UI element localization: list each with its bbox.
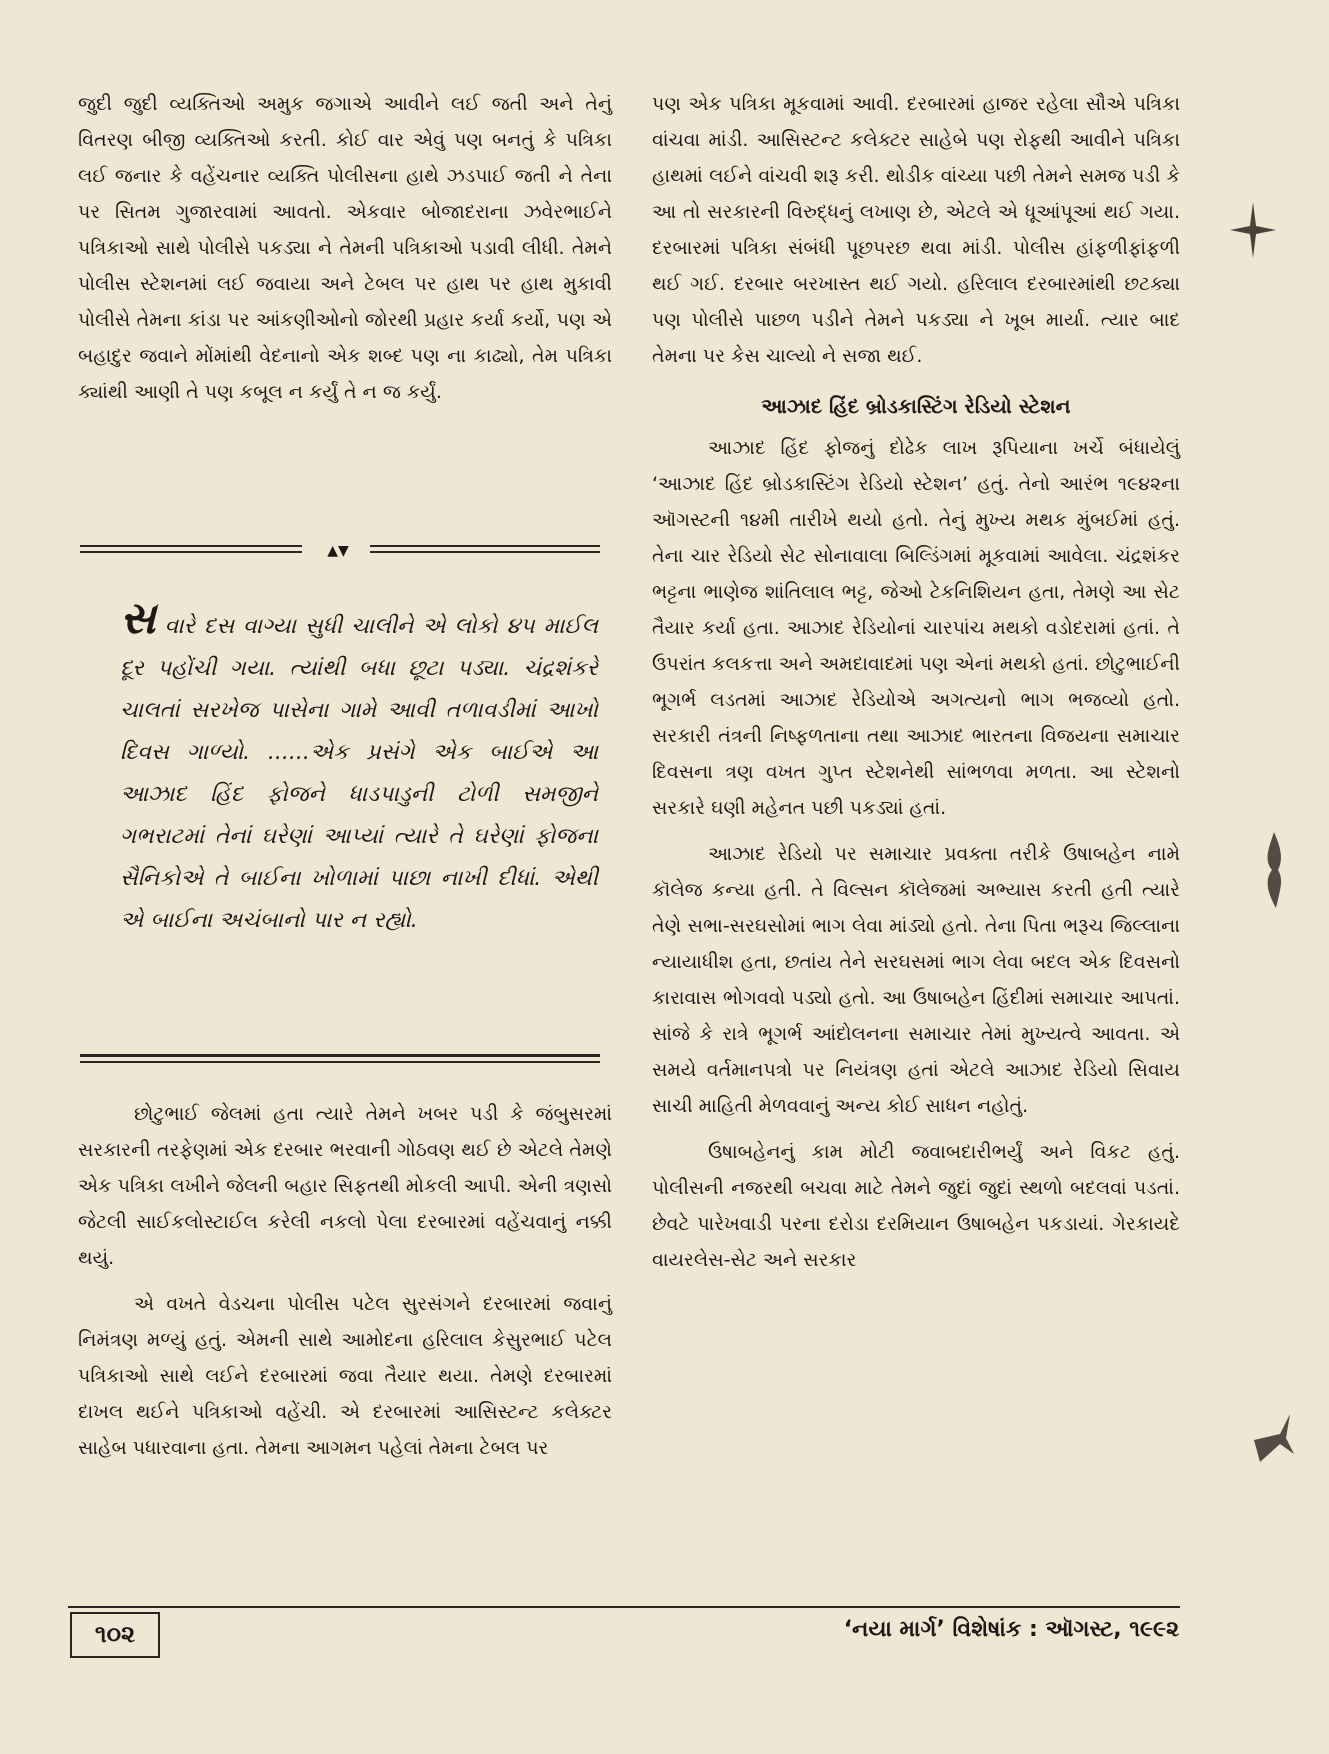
divider-line-right: [370, 545, 600, 553]
pull-quote-text: [120, 593, 598, 942]
right-paragraph-2: આઝાદ હિંદ ફોજનું દોઢેક લાખ રૂપિયાના ખર્ચે બંધાયેલું ‘આઝાદ હિંદ બ્રોડકાસ્ટિંગ રેડિયો સ્ટેશન’ હતું. તેનો આરંભ ૧૯૪૨ના ઑગસ્ટની ૧૪મી તારીખે થયો હતો. તેનું મુખ્ય મથક મુંબઈમાં હતું. તેના ચાર રેડિયો સેટ સોનાવાલા બિલ્ડિંગમાં મૂકવામાં આવેલા. ચંદ્રશંકર ભટ્ટના ભાણેજ શાંતિલાલ ભટ્ટ, જેઓ ટેકનિશિયન હતા, તેમણે આ સેટ તૈયાર કર્યા હતા. આઝાદ રેડિયોનાં ચારપાંચ મથકો વડોદરામાં હતાં. તે ઉપરાંત કલકત્તા અને અમદાવાદમાં પણ એનાં મથકો હતાં. છોટુભાઈની ભૂગર્ભ લડતમાં આઝાદ રેડિયોએ અગત્યનો ભાગ ભજવ્યો હતો. સરકારી તંત્રની નિષ્ફળતાના તથા આઝાદ ભારતના વિજયના સમાચાર દિવસના ત્રણ વખત ગુપ્ત સ્ટેશનેથી સાંભળવા મળતા. આ સ્ટેશનો સરકારે ઘણી મહેનત પછી પકડ્યાં હતાં.: [652, 437, 1180, 819]
right-paragraph-3: આઝાદ રેડિયો પર સમાચાર પ્રવક્તા તરીકે ઉષાબહેન નામે કૉલેજ કન્યા હતી. તે વિલ્સન કૉલેજમાં અભ્યાસ કરતી હતી ત્યારે તેણે સભા-સરઘસોમાં ભાગ લેવા માંડ્યો હતો. તેના પિતા ભરૂચ જિલ્લાના ન્યાયાધીશ હતા, છતાંય તેને સરઘસમાં ભાગ લેવા બદલ એક દિવસનો કારાવાસ ભોગવવો પડ્યો હતો. આ ઉષાબહેન હિંદીમાં સમાચાર આપતાં. સાંજે કે રાત્રે ભૂગર્ભ આંદોલનના સમાચાર તેમાં મુખ્યત્વે આવતા. એ સમયે વર્તમાનપત્રો પર નિયંત્રણ હતાં એટલે આઝાદ રેડિયો સિવાય સાચી માહિતી મેળવવાનું અન્ય કોઈ સાધન નહોતું.: [652, 843, 1180, 1117]
right-paragraph-1: પણ એક પત્રિકા મૂકવામાં આવી. દરબારમાં હાજર રહેલા સૌએ પત્રિકા વાંચવા માંડી. આસિસ્ટન્ટ કલેક્ટર સાહેબે પણ રોફથી આવીને પત્રિકા હાથમાં લઈને વાંચવી શરૂ કરી. થોડીક વાંચ્યા પછી તેમને સમજ પડી કે આ તો સરકારની વિરુદ્ધનું લખાણ છે, એટલે એ ધૂઆંપૂઆં થઈ ગયા. દરબારમાં પત્રિકા સંબંધી પૂછપરછ થવા માંડી. પોલીસ હાંફળીફાંફળી થઈ ગઈ. દરબાર બરખાસ્ત થઈ ગયો. હરિલાલ દરબારમાંથી છટક્યા પણ પોલીસે પાછળ પડીને તેમને પકડ્યા ને ખૂબ માર્યા. ત્યાર બાદ તેમના પર કેસ ચાલ્યો ને સજા થઈ.: [652, 93, 1181, 367]
paper-damage-mark-icon: [1254, 830, 1294, 910]
left-paragraph-2: છોટુભાઈ જેલમાં હતા ત્યારે તેમને ખબર પડી કે જંબુસરમાં સરકારની તરફેણમાં એક દરબાર ભરવાની ગોઠવણ થઈ છે એટલે તેમણે એક પત્રિકા લખીને જેલની બહાર સિફતથી મોકલી આપી. એની ત્રણસો જેટલી સાઈકલોસ્ટાઈલ કરેલી નકલો પેલા દરબારમાં વહેંચવાનું નક્કી થયું.: [78, 1103, 612, 1269]
left-column-lower: [78, 1096, 612, 1466]
drop-cap: સ: [120, 593, 156, 644]
section-divider-ornament: [80, 541, 600, 561]
page-number: ૧૦૨: [70, 1612, 160, 1658]
paper-damage-mark-icon: [1228, 200, 1278, 260]
left-column: [78, 86, 612, 410]
left-paragraph-3: એ વખતે વેડચના પોલીસ પટેલ સુરસંગને દરબારમાં જવાનું નિમંત્રણ મળ્યું હતું. એમની સાથે આમોદના હરિલાલ કેસુરભાઈ પટેલ પત્રિકાઓ સાથે લઈને દરબારમાં જવા તૈયાર થયા. તેમણે દરબારમાં દાખલ થઈને પત્રિકાઓ વહેંચી. એ દરબારમાં આસિસ્ટન્ટ કલેક્ટર સાહેબ પધારવાના હતા. તેમના આગમન પહેલાં તેમના ટેબલ પર: [78, 1293, 612, 1459]
section-heading: આઝાદ હિંદ બ્રોડકાસ્ટિંગ રેડિયો સ્ટેશન: [761, 394, 1071, 418]
pull-quote-body: વારે દસ વાગ્યા સુધી ચાલીને એ લોકો ૪૫ માઈલ દૂર પહોંચી ગયા. ત્યાંથી બધા છૂટા પડ્યા. ચંદ્રશંકરે ચાલતાં સરખેજ પાસેના ગામે આવી તળાવડીમાં આખો દિવસ ગાળ્યો. ......એક પ્રસંગે એક બાઈએ આ આઝાદ હિંદ ફોજને ધાડપાડુની ટોળી સમજીને ગભરાટમાં તેનાં ઘરેણાં આપ્યાં ત્યારે તે ઘરેણાં ફોજના સૈનિકોએ તે બાઈના ખોળામાં પાછા નાખી દીધાં. એથી એ બાઈના અચંબાનો પાર ન રહ્યો.: [120, 614, 598, 933]
footer-rule: [68, 1606, 1180, 1608]
left-paragraph-1: જુદી જુદી વ્યક્તિઓ અમુક જગાએ આવીને લઈ જતી અને તેનું વિતરણ બીજી વ્યક્તિઓ કરતી. કોઈ વાર એવું પણ બનતું કે પત્રિકા લઈ જનાર કે વહેંચનાર વ્યક્તિ પોલીસના હાથે ઝડપાઈ જતી ને તેના પર સિતમ ગુજારવામાં આવતો. એકવાર બોજાદરાના ઝવેરભાઈને પત્રિકાઓ સાથે પોલીસે પકડ્યા ને તેમની પત્રિકાઓ પડાવી લીધી. તેમને પોલીસ સ્ટેશનમાં લઈ જવાયા અને ટેબલ પર હાથ પર હાથ મુકાવી પોલીસે તેમના કાંડા પર આંકણીઓનો જોરથી પ્રહાર કર્યા કર્યો, પણ એ બહાદુર જવાને મોંમાંથી વેદનાનો એક શબ્દ પણ ના કાઢ્યો, તેમ પત્રિકા ક્યાંથી આણી તે પણ કબૂલ ન કર્યું તે ન જ કર્યું.: [78, 93, 612, 403]
triangle-ornament-icon: ▲▼: [327, 543, 349, 559]
divider-line-left: [80, 545, 302, 553]
right-column: [652, 86, 1180, 1278]
pull-quote: [120, 593, 598, 942]
paper-damage-mark-icon: [1250, 1410, 1296, 1470]
section-divider-rule: [80, 1054, 600, 1063]
right-paragraph-4: ઉષાબહેનનું કામ મોટી જવાબદારીભર્યું અને વિકટ હતું. પોલીસની નજરથી બચવા માટે તેમને જુદાં જુદાં સ્થળો બદલવાં પડતાં. છેવટે પારેખવાડી પરના દરોડા દરમિયાન ઉષાબહેન પકડાયાં. ગેરકાયદે વાયરલેસ-સેટ અને સરકાર: [652, 1141, 1180, 1271]
publication-title: ‘નયા માર્ગ’ વિશેષાંક : ઑગસ્ટ, ૧૯૯૨: [843, 1617, 1179, 1642]
